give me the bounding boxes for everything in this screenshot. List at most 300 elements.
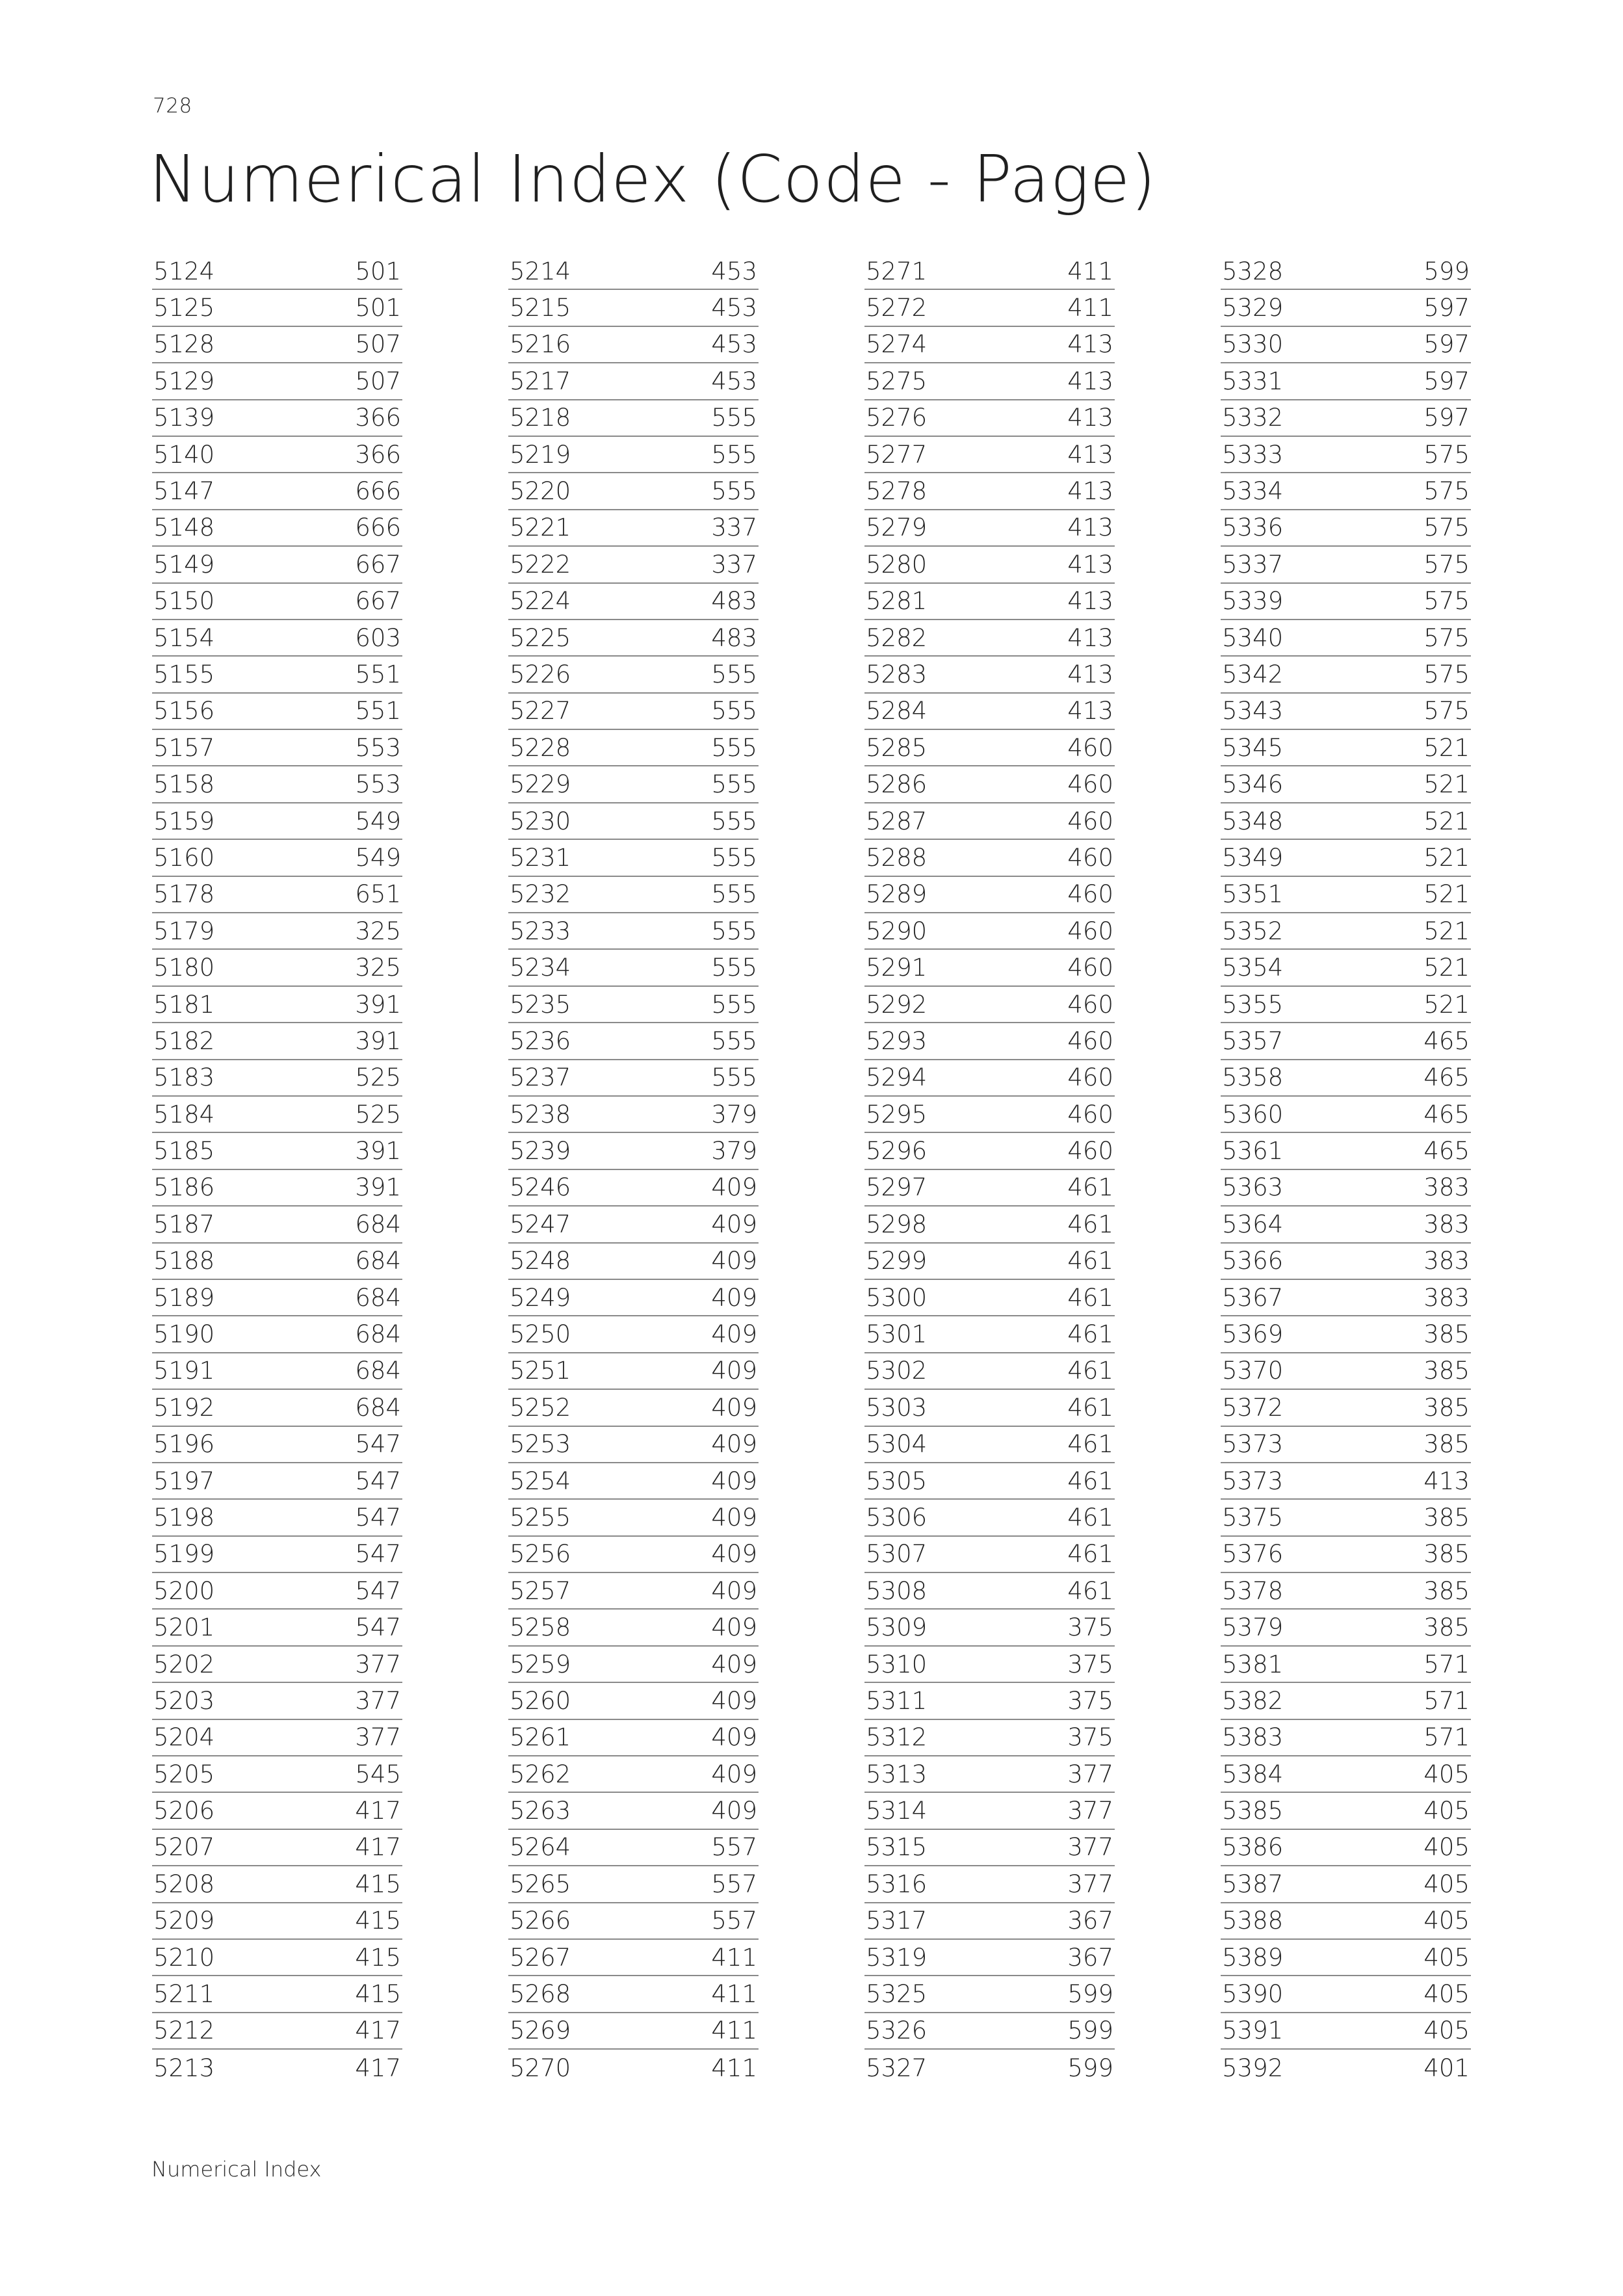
index-page: 409 [711,1613,757,1642]
index-row [864,877,1115,913]
index-page: 557 [711,1907,757,1935]
index-page: 545 [355,1760,401,1788]
index-page: 413 [1067,660,1113,688]
index-code: 5278 [866,477,928,506]
index-row [152,803,402,840]
index-row [152,1756,402,1793]
index-row [152,766,402,803]
index-page: 461 [1067,1210,1113,1238]
index-code: 5157 [153,733,215,762]
index-page: 575 [1423,623,1470,652]
index-page: 409 [711,1503,757,1532]
index-row [508,1610,759,1646]
index-page: 553 [355,733,401,762]
index-code: 5180 [153,954,215,982]
index-row [508,766,759,803]
index-page: 453 [711,294,757,322]
index-page: 551 [355,697,401,725]
index-row [1221,2013,1471,2050]
index-page: 411 [711,1943,757,1972]
index-row [864,803,1115,840]
index-row [508,1793,759,1829]
index-page: 377 [1067,1760,1113,1788]
index-code: 5231 [510,843,571,872]
index-page: 575 [1423,660,1470,688]
index-page: 460 [1067,1137,1113,1166]
index-row [1221,987,1471,1023]
index-code: 5301 [866,1320,928,1349]
index-row [864,1427,1115,1463]
index-page: 401 [1423,2054,1470,2082]
index-page: 555 [711,440,757,469]
index-grid [152,254,1472,2087]
index-row [508,1244,759,1280]
index-code: 5307 [866,1540,928,1569]
index-page: 409 [711,1247,757,1275]
index-code: 5160 [153,843,215,872]
index-row [152,1207,402,1243]
index-page: 385 [1423,1320,1470,1349]
index-code: 5340 [1222,623,1284,652]
index-page: 521 [1423,917,1470,945]
index-code: 5129 [153,367,215,395]
index-page: 507 [355,330,401,359]
index-row [1221,1720,1471,1756]
index-page: 483 [711,623,757,652]
index-code: 5196 [153,1430,215,1459]
index-page: 465 [1423,1026,1470,1055]
index-row [1221,1683,1471,1719]
index-row [508,1720,759,1756]
index-row [1221,1390,1471,1426]
index-code: 5258 [510,1613,571,1642]
index-code: 5182 [153,1026,215,1055]
index-row [152,327,402,363]
index-code: 5310 [866,1650,928,1678]
index-code: 5269 [510,2016,571,2045]
index-page: 684 [355,1320,401,1349]
index-page: 555 [711,660,757,688]
index-code: 5345 [1222,733,1284,762]
index-row [152,1463,402,1500]
index-row [1221,1866,1471,1903]
index-page: 507 [355,367,401,395]
index-row [1221,1353,1471,1390]
index-code: 5358 [1222,1063,1284,1092]
index-row [152,1976,402,2013]
index-row [508,290,759,326]
index-code: 5183 [153,1063,215,1092]
index-code: 5265 [510,1870,571,1898]
index-code: 5222 [510,550,571,579]
index-row [864,2050,1115,2086]
index-page: 366 [355,440,401,469]
index-row [1221,1976,1471,2013]
index-page: 413 [1067,367,1113,395]
index-page: 405 [1423,1943,1470,1972]
index-row [152,1866,402,1903]
index-row [1221,437,1471,473]
index-row [864,1976,1115,2013]
index-code: 5391 [1222,2016,1284,2045]
index-code: 5150 [153,587,215,616]
index-code: 5272 [866,294,928,322]
index-page: 651 [355,880,401,909]
index-row [152,840,402,876]
footer-label: Numerical Index [151,2157,322,2182]
index-page: 409 [711,1357,757,1385]
index-row [152,1793,402,1829]
index-row [864,1720,1115,1756]
index-page: 599 [1067,2016,1113,2045]
index-code: 5261 [510,1723,571,1752]
index-row [152,1573,402,1610]
index-page: 684 [355,1357,401,1385]
index-page: 547 [355,1503,401,1532]
index-row [864,1793,1115,1829]
index-code: 5154 [153,623,215,652]
index-row [864,1244,1115,1280]
index-row [1221,1244,1471,1280]
index-code: 5364 [1222,1210,1284,1238]
page-number: 728 [153,94,192,118]
index-row [508,1023,759,1060]
index-code: 5346 [1222,770,1284,799]
index-page: 461 [1067,1467,1113,1495]
index-row [1221,1280,1471,1316]
index-row [1221,840,1471,876]
index-code: 5305 [866,1467,928,1495]
index-row [864,730,1115,766]
index-code: 5201 [153,1613,215,1642]
index-row [1221,547,1471,583]
index-row [1221,510,1471,547]
index-code: 5311 [866,1686,928,1715]
index-page: 460 [1067,807,1113,835]
index-code: 5233 [510,917,571,945]
index-row [1221,254,1471,290]
index-code: 5250 [510,1320,571,1349]
index-page: 411 [711,2016,757,2045]
index-row [508,1903,759,1940]
index-page: 409 [711,1430,757,1459]
index-row [864,1940,1115,1976]
index-code: 5224 [510,587,571,616]
index-page: 525 [355,1063,401,1092]
index-row [508,1316,759,1353]
index-row [152,437,402,473]
index-code: 5257 [510,1576,571,1605]
index-row [508,950,759,986]
index-code: 5203 [153,1686,215,1715]
index-code: 5331 [1222,367,1284,395]
index-code: 5209 [153,1907,215,1935]
index-page: 465 [1423,1100,1470,1128]
index-code: 5260 [510,1686,571,1715]
index-page: 409 [711,1576,757,1605]
index-page: 599 [1423,257,1470,285]
index-code: 5181 [153,990,215,1019]
index-page: 405 [1423,1760,1470,1788]
index-row [864,1756,1115,1793]
index-page: 549 [355,807,401,835]
index-row [508,1500,759,1536]
index-row [1221,473,1471,510]
index-row [508,1170,759,1207]
index-row [152,1023,402,1060]
index-column-3 [864,254,1115,2087]
index-code: 5296 [866,1137,928,1166]
index-row [152,1427,402,1463]
index-code: 5192 [153,1393,215,1422]
index-code: 5266 [510,1907,571,1935]
index-code: 5386 [1222,1833,1284,1862]
index-page: 460 [1067,954,1113,982]
index-page: 453 [711,330,757,359]
index-page: 385 [1423,1613,1470,1642]
index-row [864,290,1115,326]
index-row [152,2050,402,2086]
index-page: 409 [711,1686,757,1715]
index-code: 5264 [510,1833,571,1862]
index-page: 547 [355,1576,401,1605]
index-code: 5304 [866,1430,928,1459]
index-page: 571 [1423,1723,1470,1752]
index-row [864,1500,1115,1536]
index-page: 555 [711,1026,757,1055]
index-page: 379 [711,1100,757,1128]
index-row [508,1647,759,1683]
index-page: 413 [1067,330,1113,359]
index-page: 366 [355,404,401,432]
index-code: 5382 [1222,1686,1284,1715]
index-code: 5178 [153,880,215,909]
index-code: 5220 [510,477,571,506]
index-row [508,620,759,657]
index-code: 5363 [1222,1173,1284,1202]
index-row [152,254,402,290]
index-code: 5267 [510,1943,571,1972]
index-code: 5189 [153,1283,215,1312]
index-page: 409 [711,1320,757,1349]
index-code: 5294 [866,1063,928,1092]
index-code: 5247 [510,1210,571,1238]
index-code: 5298 [866,1210,928,1238]
index-row [152,290,402,326]
index-page: 547 [355,1613,401,1642]
index-page: 555 [711,770,757,799]
index-row [508,1756,759,1793]
index-row [1221,327,1471,363]
index-page: 555 [711,697,757,725]
index-code: 5357 [1222,1026,1284,1055]
index-page: 409 [711,1283,757,1312]
index-row [1221,1940,1471,1976]
index-page: 409 [711,1760,757,1788]
index-column-1 [152,254,402,2087]
index-code: 5239 [510,1137,571,1166]
index-row [1221,1207,1471,1243]
index-row [864,840,1115,876]
index-row [152,1720,402,1756]
index-page: 417 [355,2016,401,2045]
page-title: Numerical Index (Code - Page) [149,141,1157,217]
index-row [864,1573,1115,1610]
index-row [1221,400,1471,437]
index-page: 551 [355,660,401,688]
index-row [152,1940,402,1976]
index-code: 5302 [866,1357,928,1385]
index-code: 5289 [866,880,928,909]
index-row [152,1060,402,1097]
index-row [508,1390,759,1426]
index-code: 5288 [866,843,928,872]
index-code: 5376 [1222,1540,1284,1569]
index-code: 5256 [510,1540,571,1569]
index-page: 555 [711,917,757,945]
index-code: 5293 [866,1026,928,1055]
index-page: 409 [711,1723,757,1752]
index-row [864,1537,1115,1573]
index-page: 557 [711,1833,757,1862]
index-page: 377 [355,1686,401,1715]
index-code: 5389 [1222,1943,1284,1972]
index-page: 337 [711,514,757,542]
index-page: 575 [1423,440,1470,469]
index-code: 5202 [153,1650,215,1678]
index-row [1221,1060,1471,1097]
index-page: 461 [1067,1430,1113,1459]
index-code: 5337 [1222,550,1284,579]
index-page: 667 [355,587,401,616]
index-row [152,363,402,400]
index-row [508,547,759,583]
index-code: 5191 [153,1357,215,1385]
index-code: 5315 [866,1833,928,1862]
index-code: 5128 [153,330,215,359]
index-row [1221,2050,1471,2086]
index-code: 5236 [510,1026,571,1055]
index-page: 521 [1423,880,1470,909]
index-code: 5156 [153,697,215,725]
index-page: 411 [711,2054,757,2082]
index-column-4 [1221,254,1471,2087]
index-page: 553 [355,770,401,799]
index-page: 411 [1067,294,1113,322]
index-code: 5309 [866,1613,928,1642]
index-row [1221,363,1471,400]
index-code: 5274 [866,330,928,359]
index-code: 5205 [153,1760,215,1788]
index-row [152,657,402,693]
index-row [1221,694,1471,730]
index-row [1221,1427,1471,1463]
index-code: 5330 [1222,330,1284,359]
index-row [864,400,1115,437]
index-row [864,1170,1115,1207]
index-row [1221,1756,1471,1793]
index-code: 5225 [510,623,571,652]
index-code: 5188 [153,1247,215,1275]
index-code: 5308 [866,1576,928,1605]
index-row [508,1976,759,2013]
index-code: 5313 [866,1760,928,1788]
index-code: 5216 [510,330,571,359]
index-page: 555 [711,880,757,909]
index-page: 417 [355,1833,401,1862]
index-code: 5268 [510,1980,571,2009]
index-page: 666 [355,477,401,506]
index-row [864,620,1115,657]
index-row [508,1940,759,1976]
index-code: 5281 [866,587,928,616]
index-page: 571 [1423,1650,1470,1678]
index-page: 460 [1067,770,1113,799]
index-page: 684 [355,1210,401,1238]
index-page: 377 [1067,1833,1113,1862]
index-code: 5200 [153,1576,215,1605]
index-code: 5372 [1222,1393,1284,1422]
index-page: 461 [1067,1357,1113,1385]
index-page: 383 [1423,1283,1470,1312]
index-row [1221,620,1471,657]
index-page: 575 [1423,550,1470,579]
index-code: 5392 [1222,2054,1284,2082]
index-code: 5251 [510,1357,571,1385]
index-page: 555 [711,1063,757,1092]
index-page: 547 [355,1430,401,1459]
index-page: 409 [711,1540,757,1569]
index-row [152,400,402,437]
index-row [864,1097,1115,1133]
index-code: 5221 [510,514,571,542]
index-page: 417 [355,2054,401,2082]
index-row [152,730,402,766]
index-page: 575 [1423,697,1470,725]
index-page: 377 [1067,1870,1113,1898]
index-code: 5367 [1222,1283,1284,1312]
index-code: 5259 [510,1650,571,1678]
index-code: 5254 [510,1467,571,1495]
index-code: 5342 [1222,660,1284,688]
index-row [152,987,402,1023]
index-row [864,1023,1115,1060]
index-code: 5375 [1222,1503,1284,1532]
index-code: 5204 [153,1723,215,1752]
index-code: 5190 [153,1320,215,1349]
index-page: 413 [1067,550,1113,579]
index-code: 5235 [510,990,571,1019]
index-row [1221,1537,1471,1573]
index-code: 5199 [153,1540,215,1569]
index-row [864,1830,1115,1866]
index-code: 5290 [866,917,928,945]
index-row [152,1316,402,1353]
index-row [508,730,759,766]
index-code: 5328 [1222,257,1284,285]
index-code: 5317 [866,1907,928,1935]
index-code: 5279 [866,514,928,542]
index-page: 460 [1067,880,1113,909]
index-code: 5198 [153,1503,215,1532]
index-page: 461 [1067,1540,1113,1569]
index-code: 5252 [510,1393,571,1422]
index-code: 5384 [1222,1760,1284,1788]
index-code: 5226 [510,660,571,688]
index-row [152,913,402,950]
index-page: 391 [355,990,401,1019]
index-row [864,1280,1115,1316]
